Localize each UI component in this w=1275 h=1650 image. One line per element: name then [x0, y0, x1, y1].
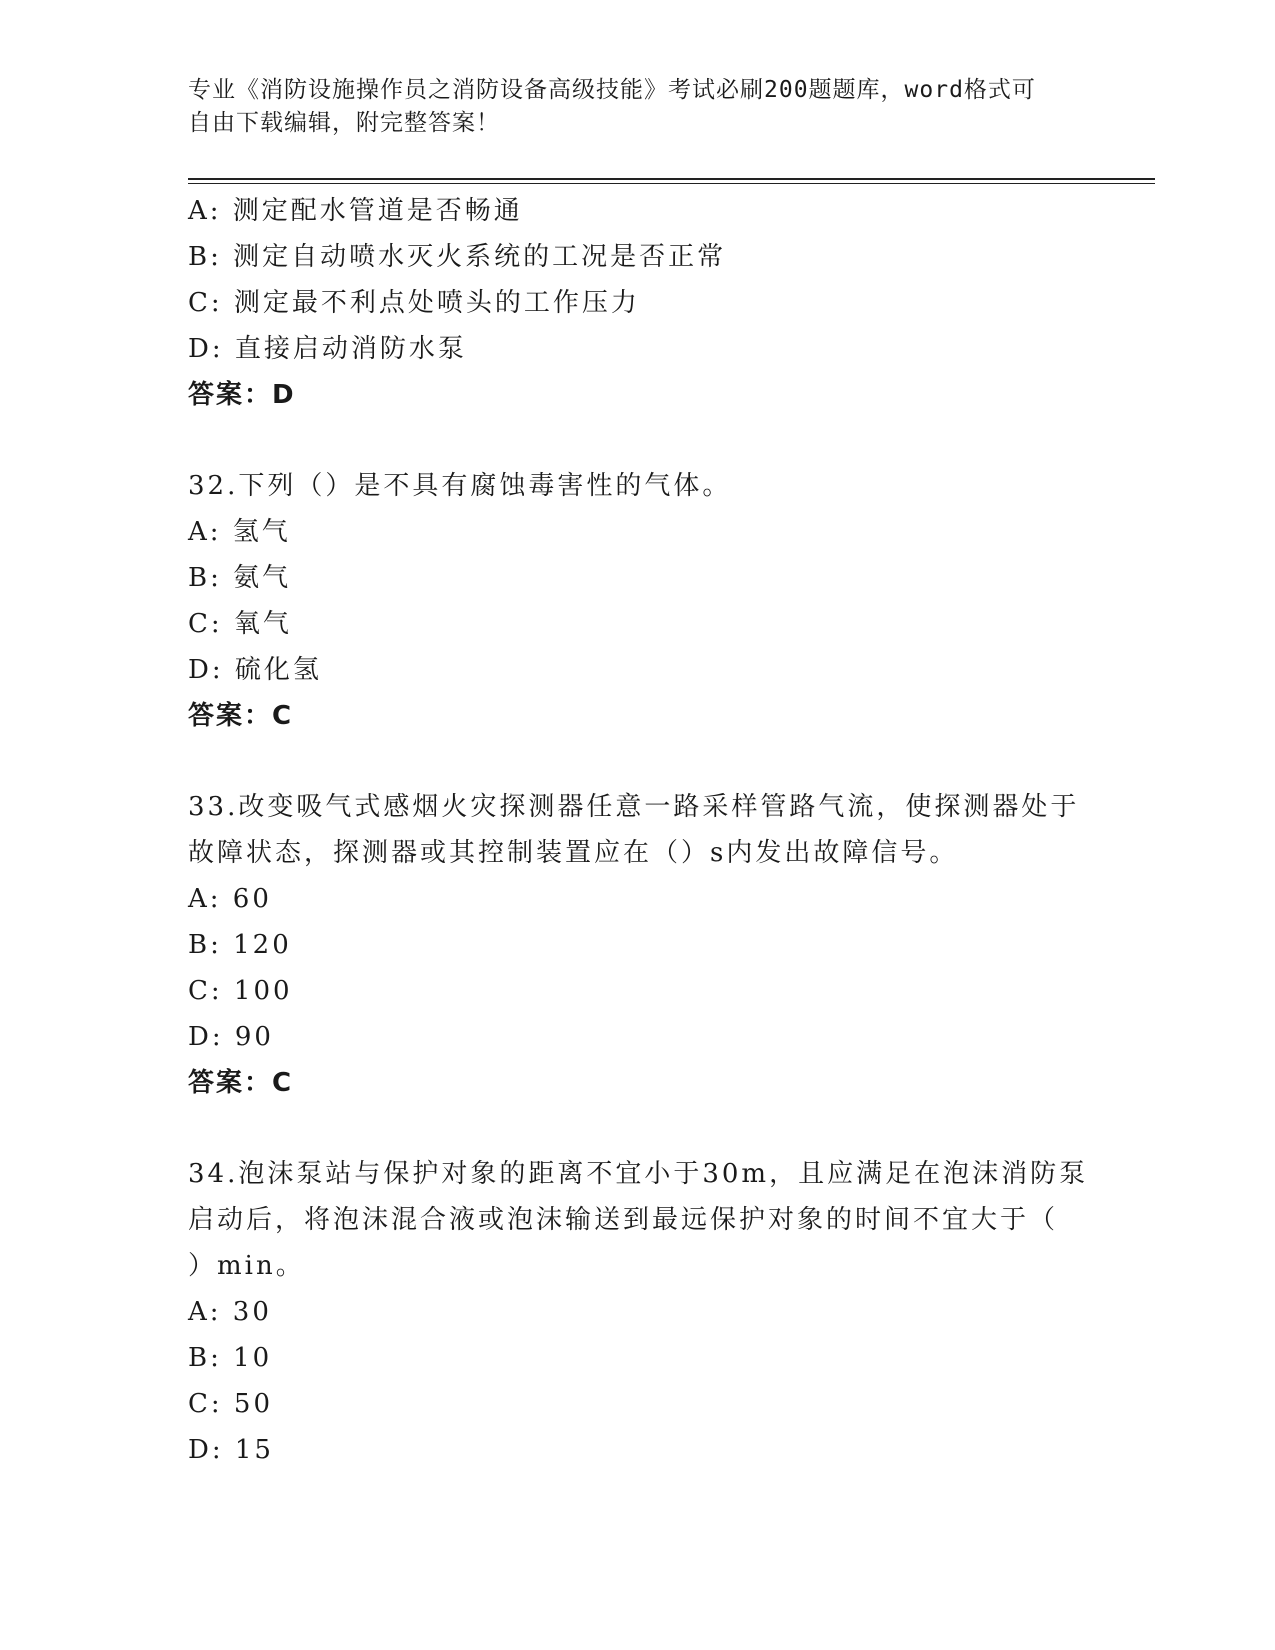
answer: 答案：C [188, 1068, 294, 1098]
question-stem: 32.下列（）是不具有腐蚀毒害性的气体。 [188, 471, 732, 501]
question-stem-line-1: 34.泡沫泵站与保护对象的距离不宜小于30m，且应满足在泡沫消防泵 [188, 1159, 1089, 1189]
option-a: A: 测定配水管道是否畅通 [188, 196, 523, 226]
spacer [188, 418, 1088, 463]
option-c: C: 100 [188, 976, 293, 1006]
option-c: C: 氧气 [188, 609, 292, 639]
question-stem-line-2: 故障状态，探测器或其控制装置应在（）s内发出故障信号。 [188, 838, 959, 868]
question-33 [188, 784, 1088, 1106]
header-line-2: 自由下载编辑，附完整答案！ [188, 110, 500, 136]
header-line-1: 专业《消防设施操作员之消防设备高级技能》考试必刷200题题库，word格式可 [188, 77, 1036, 103]
option-b: B: 氨气 [188, 563, 292, 593]
question-31 [188, 188, 1088, 418]
option-b: B: 120 [188, 930, 292, 960]
option-c: C: 50 [188, 1389, 274, 1419]
option-a: A: 氢气 [188, 517, 291, 547]
header-divider-thick [188, 178, 1155, 180]
option-a: A: 30 [188, 1297, 272, 1327]
question-stem-line-3: ）min。 [188, 1251, 305, 1281]
header-divider-thin [188, 183, 1155, 184]
question-34 [188, 1151, 1088, 1473]
option-b: B: 测定自动喷水灭火系统的工况是否正常 [188, 242, 727, 272]
option-d: D: 直接启动消防水泵 [188, 334, 467, 364]
option-d: D: 90 [188, 1022, 274, 1052]
option-b: B: 10 [188, 1343, 273, 1373]
option-d: D: 硫化氢 [188, 655, 322, 685]
spacer [188, 739, 1088, 784]
option-c: C: 测定最不利点处喷头的工作压力 [188, 288, 640, 318]
question-list [188, 188, 1088, 1473]
question-stem-line-2: 启动后，将泡沫混合液或泡沫输送到最远保护对象的时间不宜大于（ [188, 1205, 1059, 1235]
question-32 [188, 463, 1088, 739]
option-d: D: 15 [188, 1435, 274, 1465]
option-a: A: 60 [188, 884, 272, 914]
answer: 答案：C [188, 701, 294, 731]
question-stem-line-1: 33.改变吸气式感烟火灾探测器任意一路采样管路气流，使探测器处于 [188, 792, 1080, 822]
answer: 答案：D [188, 380, 296, 410]
spacer [188, 1106, 1088, 1151]
document-header [188, 74, 1068, 140]
